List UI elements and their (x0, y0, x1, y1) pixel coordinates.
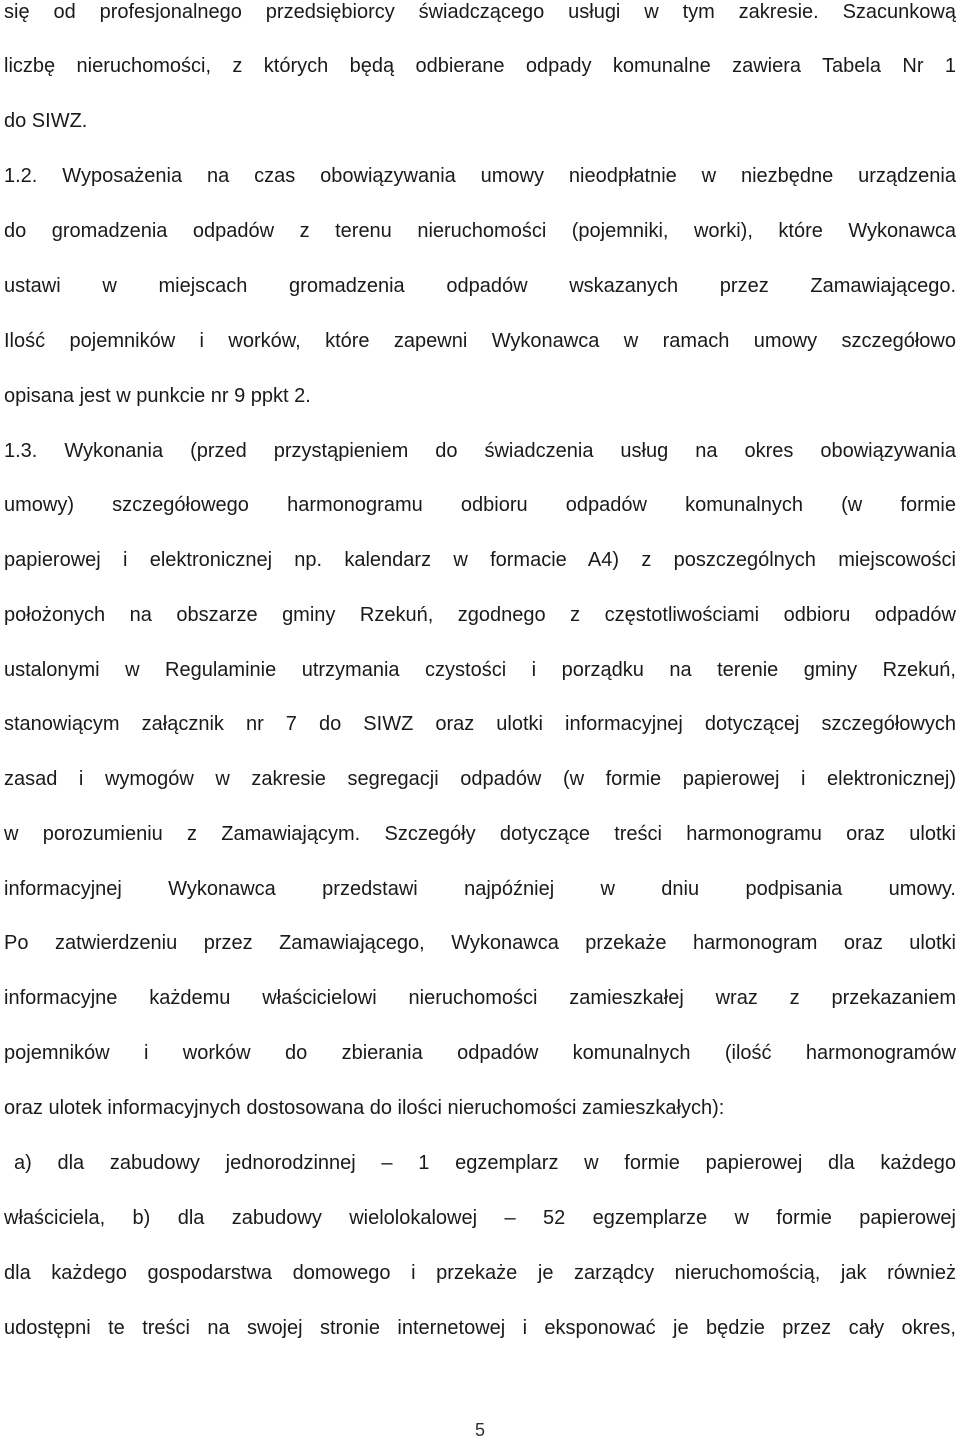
text-line: stanowiącym załącznik nr 7 do SIWZ oraz ulotki informacyjnej dotyczącej szczegółowych (4, 713, 956, 735)
text-line: Ilość pojemników i worków, które zapewni Wykonawca w ramach umowy szczegółowo (4, 330, 956, 352)
text-line: 1.3. Wykonania (przed przystąpieniem do świadczenia usług na okres obowiązywania (4, 440, 956, 462)
text-line: położonych na obszarze gminy Rzekuń, zgodnego z częstotliwościami odbioru odpadów (4, 604, 956, 626)
text-line: w porozumieniu z Zamawiającym. Szczegóły dotyczące treści harmonogramu oraz ulotki (4, 823, 956, 845)
text-line: a) dla zabudowy jednorodzinnej – 1 egzemplarz w formie papierowej dla każdego (14, 1152, 956, 1174)
text-line: papierowej i elektronicznej np. kalendarz w formacie A4) z poszczególnych miejscowości (4, 549, 956, 571)
text-line: ustalonymi w Regulaminie utrzymania czystości i porządku na terenie gminy Rzekuń, (4, 659, 956, 681)
text-line: Po zatwierdzeniu przez Zamawiającego, Wykonawca przekaże harmonogram oraz ulotki (4, 932, 956, 954)
text-line: informacyjne każdemu właścicielowi nieruchomości zamieszkałej wraz z przekazaniem (4, 987, 956, 1009)
text-line: liczbę nieruchomości, z których będą odbierane odpady komunalne zawiera Tabela Nr 1 (4, 55, 956, 77)
text-line: opisana jest w punkcie nr 9 ppkt 2. (4, 385, 311, 407)
text-line: do SIWZ. (4, 110, 88, 132)
text-line: się od profesjonalnego przedsiębiorcy świadczącego usługi w tym zakresie. Szacunkową (4, 1, 956, 23)
text-line: informacyjnej Wykonawca przedstawi najpóźniej w dniu podpisania umowy. (4, 878, 956, 900)
text-line: ustawi w miejscach gromadzenia odpadów wskazanych przez Zamawiającego. (4, 275, 956, 297)
text-line: 1.2. Wyposażenia na czas obowiązywania umowy nieodpłatnie w niezbędne urządzenia (4, 165, 956, 187)
text-line: udostępni te treści na swojej stronie internetowej i eksponować je będzie przez cały okres, (4, 1317, 956, 1339)
text-line: właściciela, b) dla zabudowy wielolokalowej – 52 egzemplarze w formie papierowej (4, 1207, 956, 1229)
text-line: do gromadzenia odpadów z terenu nieruchomości (pojemniki, worki), które Wykonawca (4, 220, 956, 242)
text-line: pojemników i worków do zbierania odpadów komunalnych (ilość harmonogramów (4, 1042, 956, 1064)
text-line: oraz ulotek informacyjnych dostosowana do ilości nieruchomości zamieszkałych): (4, 1097, 725, 1119)
text-line: umowy) szczegółowego harmonogramu odbioru odpadów komunalnych (w formie (4, 494, 956, 516)
text-line: zasad i wymogów w zakresie segregacji odpadów (w formie papierowej i elektronicznej) (4, 768, 956, 790)
page-number: 5 (474, 1420, 485, 1440)
text-line: dla każdego gospodarstwa domowego i przekaże je zarządcy nieruchomością, jak również (4, 1262, 956, 1284)
